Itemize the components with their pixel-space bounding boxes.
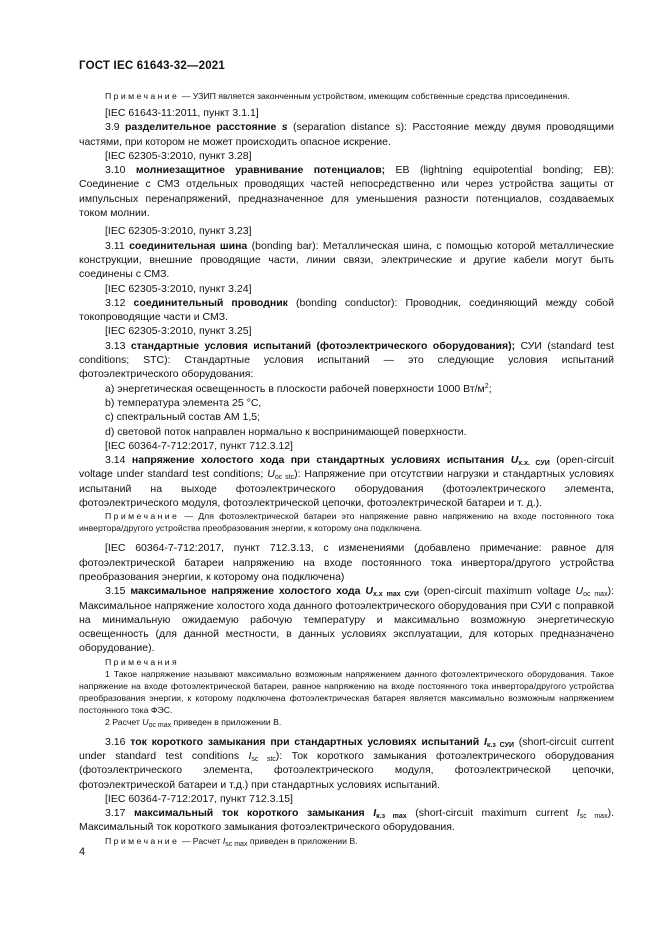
note-3-17: Примечание — Расчет $I_{sc max}$ приведен в приложении В. — [105, 835, 358, 848]
note-3-15-1: 1 Такое напряжение называют максимально возможным напряжением данного фотоэлектрического оборудования. Такое напряжение на входе фотоэлектрической батареи, равное напряжению на входе постоянного тока инвертора/другого устройства преобразования энергии, к которому подключена фотоэлектрическая батарея является максимально возможным напряжением постоянного тока ФЭС. — [79, 668, 614, 715]
list-item-a: a) энергетическая освещенность в плоскости рабочей поверхности 1000 $Вт/м^2$; — [105, 382, 492, 395]
list-item-c: c) спектральный состав АМ 1,5; — [105, 411, 261, 424]
reference-3-9: [IEC 62305-3:2010, пункт 3.28] — [105, 149, 252, 162]
term-3-13: 3.13 стандартные условия испытаний (фотоэлектрического оборудования); СУИ (standard test conditions; STC): Стандартные условия испытаний — это следующие условия испытаний фотоэлектрического оборудования: — [79, 339, 614, 381]
term-3-15: 3.15 максимальное напряжение холостого хода $U_{х.х max СУИ}$ (open-circuit maximum voltage $U_{oc max}$): Максимальное напряжение холостого хода данного фотоэлектрического оборудования при СУИ с поправкой на минимальную ожидаемую рабочую температуру и максимально возможную энергетическую освещенность (для данной местности, в данных условиях эксплуатации, для которых предназначено оборудование). — [79, 585, 614, 655]
reference-3-8: [IEC 61643-11:2011, пункт 3.1.1] — [105, 107, 259, 119]
term-3-17: 3.17 максимальный ток короткого замыкания $I_{к.з max}$ (short-circuit maximum current $I_{sc max}$). Максимальный ток короткого замыкания фотоэлектрического оборудования. — [79, 807, 614, 834]
term-3-10: 3.10 молниезащитное уравнивание потенциалов; ЕВ (lightning equipotential bonding; ЕВ): Соединение с СМЗ отдельных проводящих частей непосредственно или через устройства защиты от импульсных перенапряжений, предназначенное для уменьшения разности потенциалов, создаваемых током молнии. — [79, 164, 614, 220]
note-3-14: Примечание — Для фотоэлектрической батареи это напряжение равно напряжению на входе постоянного тока инвертора/другого устройства преобразования энергии, к которому она подключена. — [79, 511, 614, 534]
reference-3-11: [IEC 62305-3:2010, пункт 3.24] — [105, 282, 252, 295]
term-3-16: 3.16 ток короткого замыкания при стандартных условиях испытаний $I_{к.з СУИ}$ (short-circuit current under standard test conditions $I_{sc stc}$): Ток короткого замыкания фотоэлектрического оборудования (фотоэлектрического элемента, фотоэлектрического модуля, фотоэлектрической цепочки, фотоэлектрической батареи и т.д.) при стандартных условиях испытаний. — [79, 735, 615, 791]
reference-3-14: [IEC 60364-7-712:2017, пункт 712.3.13, с изменениями (добавлено примечание: равное для фотоэлектрической батареи напряжению на входе постоянного тока инвертора/другого устройства преобразования энергии, к которому она подключена) — [79, 542, 614, 583]
document-body — [79, 90, 614, 847]
reference-3-12: [IEC 62305-3:2010, пункт 3.25] — [105, 325, 252, 338]
reference-3-13: [IEC 60364-7-712:2017, пункт 712.3.12] — [105, 439, 293, 452]
list-item-d: d) световой поток направлен нормально к воспринимающей поверхности. — [105, 425, 467, 438]
note-3-15-2: 2 Расчет $U_{oc max}$ приведен в приложении В. — [105, 716, 282, 729]
term-3-14: 3.14 напряжение холостого хода при стандартных условиях испытания $U_{х.х. СУИ}$ (open-circuit voltage under standard test conditions; $U_{oc stc}$): Напряжение при отсутствии нагрузки и стандартных условиях испытаний на выходе фотоэлектрического оборудования (фотоэлектрического элемента, фотоэлектрического модуля, фотоэлектрической цепочки, фотоэлектрической батареи и т. д.). — [79, 454, 614, 510]
reference-3-16: [IEC 60364-7-712:2017, пункт 712.3.15] — [105, 792, 293, 805]
term-3-12: 3.12 соединительный проводник (bonding conductor): Проводник, соединяющий между собой токопроводящие части и СМЗ. — [79, 296, 615, 324]
note-uzip: Примечание — УЗИП является законченным устройством, имеющим собственные средства присоединения. — [105, 91, 570, 101]
term-3-9: 3.9 разделительное расстояние s (separation distance s): Расстояние между двумя проводящими частями, при котором не может происходить опасное искрение. — [79, 121, 615, 148]
document-code-header: ГОСТ IEC 61643-32—2021 — [79, 60, 225, 72]
list-item-b: b) температура элемента 25 °С, — [105, 396, 262, 409]
term-3-11: 3.11 соединительная шина (bonding bar): Металлическая шина, с помощью которой металлические конструкции, внешние проводящие части, линии связи, электрические и другие кабели могут быть соединены с СМЗ. — [79, 239, 614, 281]
reference-3-10: [IEC 62305-3:2010, пункт 3.23] — [105, 225, 252, 238]
notes-3-15-label: Примечания — [105, 656, 180, 667]
page-number: 4 — [79, 846, 86, 858]
